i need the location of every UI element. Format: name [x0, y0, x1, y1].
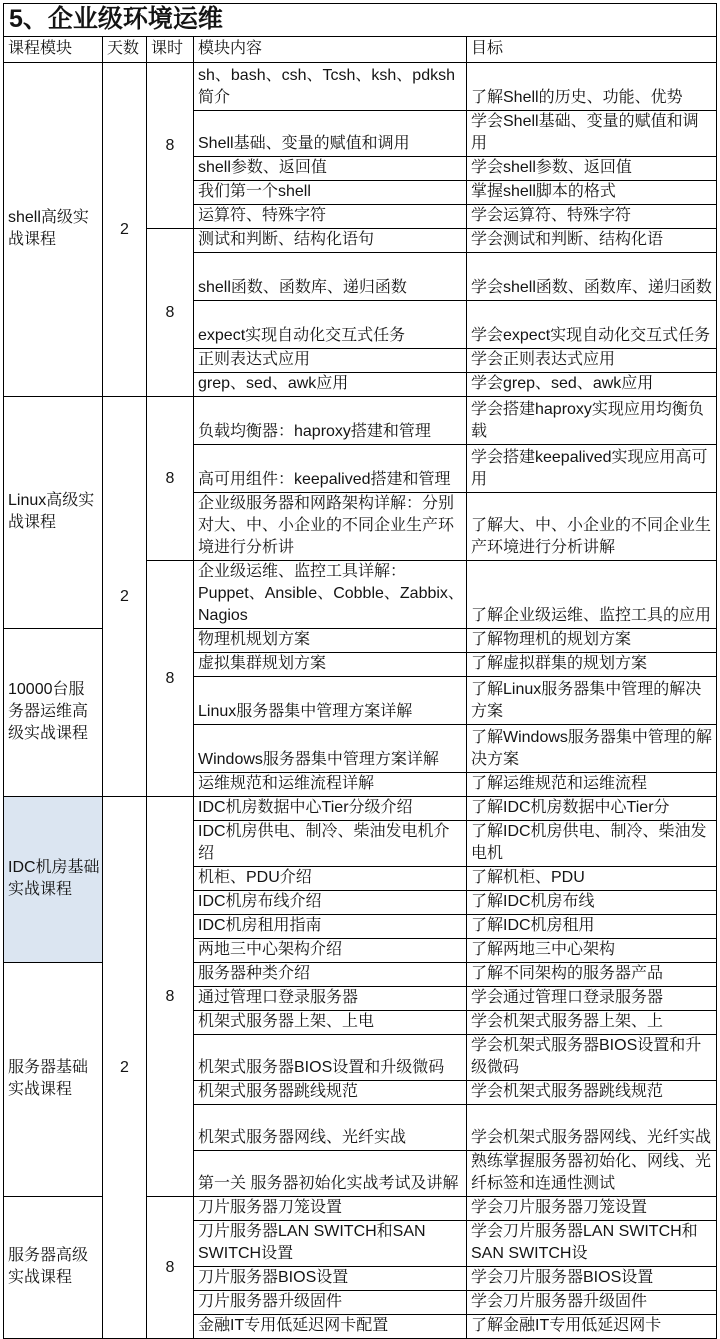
content-cell: 第一关 服务器初始化实战考试及讲解	[194, 1151, 467, 1197]
content-cell: 刀片服务器LAN SWITCH和SAN SWITCH设置	[194, 1221, 467, 1267]
content-cell: 正则表达式应用	[194, 349, 467, 373]
goal-cell: 学会机架式服务器上架、上	[467, 1011, 717, 1035]
content-cell: IDC机房租用指南	[194, 915, 467, 939]
header-content: 模块内容	[194, 37, 467, 63]
hours-cell: 8	[147, 797, 194, 1197]
goal-cell: 学会expect实现自动化交互式任务	[467, 301, 717, 349]
goal-cell: 了解企业级运维、监控工具的应用	[467, 561, 717, 629]
content-cell: 服务器种类介绍	[194, 963, 467, 987]
content-cell: 企业级运维、监控工具详解：Puppet、Ansible、Cobble、Zabbix、Nagios	[194, 561, 467, 629]
goal-cell: 学会测试和判断、结构化语	[467, 229, 717, 253]
goal-cell: 了解虚拟群集的规划方案	[467, 653, 717, 677]
goal-cell: 学会运算符、特殊字符	[467, 205, 717, 229]
content-cell: 通过管理口登录服务器	[194, 987, 467, 1011]
header-hours: 课时	[147, 37, 194, 63]
goal-cell: 学会Shell基础、变量的赋值和调用	[467, 111, 717, 157]
goal-cell: 了解IDC机房布线	[467, 891, 717, 915]
goal-cell: 了解大、中、小企业的不同企业生产环境进行分析讲解	[467, 493, 717, 561]
header-goal: 目标	[467, 37, 717, 63]
goal-cell: 学会搭建keepalived实现应用高可用	[467, 445, 717, 493]
course-table	[3, 3, 717, 1339]
goal-cell: 了解IDC机房供电、制冷、柴油发电机	[467, 821, 717, 867]
goal-cell: 了解IDC机房数据中心Tier分	[467, 797, 717, 821]
content-cell: Windows服务器集中管理方案详解	[194, 725, 467, 773]
content-cell: 两地三中心架构介绍	[194, 939, 467, 963]
content-cell: 我们第一个shell	[194, 181, 467, 205]
hours-cell: 8	[147, 561, 194, 797]
content-cell: 金融IT专用低延迟网卡配置	[194, 1315, 467, 1339]
content-cell: 运算符、特殊字符	[194, 205, 467, 229]
table-row	[4, 4, 717, 37]
content-cell: 运维规范和运维流程详解	[194, 773, 467, 797]
hours-cell: 8	[147, 63, 194, 229]
header-module: 课程模块	[4, 37, 103, 63]
module-cell-10000-servers: 10000台服务器运维高级实战课程	[4, 629, 103, 797]
content-cell: 机架式服务器网线、光纤实战	[194, 1105, 467, 1151]
goal-cell: 学会机架式服务器跳线规范	[467, 1081, 717, 1105]
content-cell: sh、bash、csh、Tcsh、ksh、pdksh简介	[194, 63, 467, 111]
hours-cell: 8	[147, 1197, 194, 1339]
goal-cell: 熟练掌握服务器初始化、网线、光纤标签和连通性测试	[467, 1151, 717, 1197]
content-cell: 机架式服务器跳线规范	[194, 1081, 467, 1105]
table-row	[4, 37, 717, 63]
module-cell-linux: Linux高级实战课程	[4, 397, 103, 629]
goal-cell: 学会grep、sed、awk应用	[467, 373, 717, 397]
goal-cell: 了解两地三中心架构	[467, 939, 717, 963]
goal-cell: 了解IDC机房租用	[467, 915, 717, 939]
goal-cell: 学会正则表达式应用	[467, 349, 717, 373]
module-cell-shell: shell高级实战课程	[4, 63, 103, 397]
goal-cell: 了解不同架构的服务器产品	[467, 963, 717, 987]
goal-cell: 了解金融IT专用低延迟网卡	[467, 1315, 717, 1339]
goal-cell: 掌握shell脚本的格式	[467, 181, 717, 205]
table-row	[4, 797, 717, 821]
days-cell: 2	[103, 797, 147, 1339]
goal-cell: 了解机柜、PDU	[467, 867, 717, 891]
header-days: 天数	[103, 37, 147, 63]
goal-cell: 学会机架式服务器BIOS设置和升级微码	[467, 1035, 717, 1081]
content-cell: IDC机房数据中心Tier分级介绍	[194, 797, 467, 821]
goal-cell: 学会搭建haproxy实现应用均衡负载	[467, 397, 717, 445]
content-cell: shell函数、函数库、递归函数	[194, 253, 467, 301]
content-cell: 机架式服务器上架、上电	[194, 1011, 467, 1035]
goal-cell: 学会刀片服务器BIOS设置	[467, 1267, 717, 1291]
page-title: 5、企业级环境运维	[4, 4, 717, 37]
module-cell-server-advanced: 服务器高级实战课程	[4, 1197, 103, 1339]
content-cell: 机柜、PDU介绍	[194, 867, 467, 891]
content-cell: 刀片服务器BIOS设置	[194, 1267, 467, 1291]
goal-cell: 学会通过管理口登录服务器	[467, 987, 717, 1011]
goal-cell: 了解物理机的规划方案	[467, 629, 717, 653]
content-cell: Linux服务器集中管理方案详解	[194, 677, 467, 725]
goal-cell: 学会刀片服务器LAN SWITCH和SAN SWITCH设	[467, 1221, 717, 1267]
content-cell: shell参数、返回值	[194, 157, 467, 181]
content-cell: IDC机房布线介绍	[194, 891, 467, 915]
goal-cell: 学会刀片服务器升级固件	[467, 1291, 717, 1315]
content-cell: 机架式服务器BIOS设置和升级微码	[194, 1035, 467, 1081]
content-cell: 负载均衡器：haproxy搭建和管理	[194, 397, 467, 445]
goal-cell: 学会刀片服务器刀笼设置	[467, 1197, 717, 1221]
content-cell: 刀片服务器升级固件	[194, 1291, 467, 1315]
module-cell-server-basic: 服务器基础实战课程	[4, 963, 103, 1197]
content-cell: 企业级服务器和网路架构详解：分别对大、中、小企业的不同企业生产环境进行分析讲	[194, 493, 467, 561]
goal-cell: 了解Shell的历史、功能、优势	[467, 63, 717, 111]
hours-cell: 8	[147, 229, 194, 397]
days-cell: 2	[103, 63, 147, 397]
table-row	[4, 397, 717, 445]
goal-cell: 学会shell函数、函数库、递归函数	[467, 253, 717, 301]
content-cell: 虚拟集群规划方案	[194, 653, 467, 677]
content-cell: expect实现自动化交互式任务	[194, 301, 467, 349]
goal-cell: 学会shell参数、返回值	[467, 157, 717, 181]
goal-cell: 了解运维规范和运维流程	[467, 773, 717, 797]
days-cell: 2	[103, 397, 147, 797]
content-cell: Shell基础、变量的赋值和调用	[194, 111, 467, 157]
hours-cell: 8	[147, 397, 194, 561]
content-cell: IDC机房供电、制冷、柴油发电机介绍	[194, 821, 467, 867]
goal-cell: 了解Linux服务器集中管理的解决方案	[467, 677, 717, 725]
content-cell: 高可用组件：keepalived搭建和管理	[194, 445, 467, 493]
content-cell: 刀片服务器刀笼设置	[194, 1197, 467, 1221]
module-cell-idc: IDC机房基础实战课程	[4, 797, 103, 963]
table-row	[4, 63, 717, 111]
goal-cell: 了解Windows服务器集中管理的解决方案	[467, 725, 717, 773]
content-cell: 物理机规划方案	[194, 629, 467, 653]
content-cell: grep、sed、awk应用	[194, 373, 467, 397]
content-cell: 测试和判断、结构化语句	[194, 229, 467, 253]
goal-cell: 学会机架式服务器网线、光纤实战	[467, 1105, 717, 1151]
